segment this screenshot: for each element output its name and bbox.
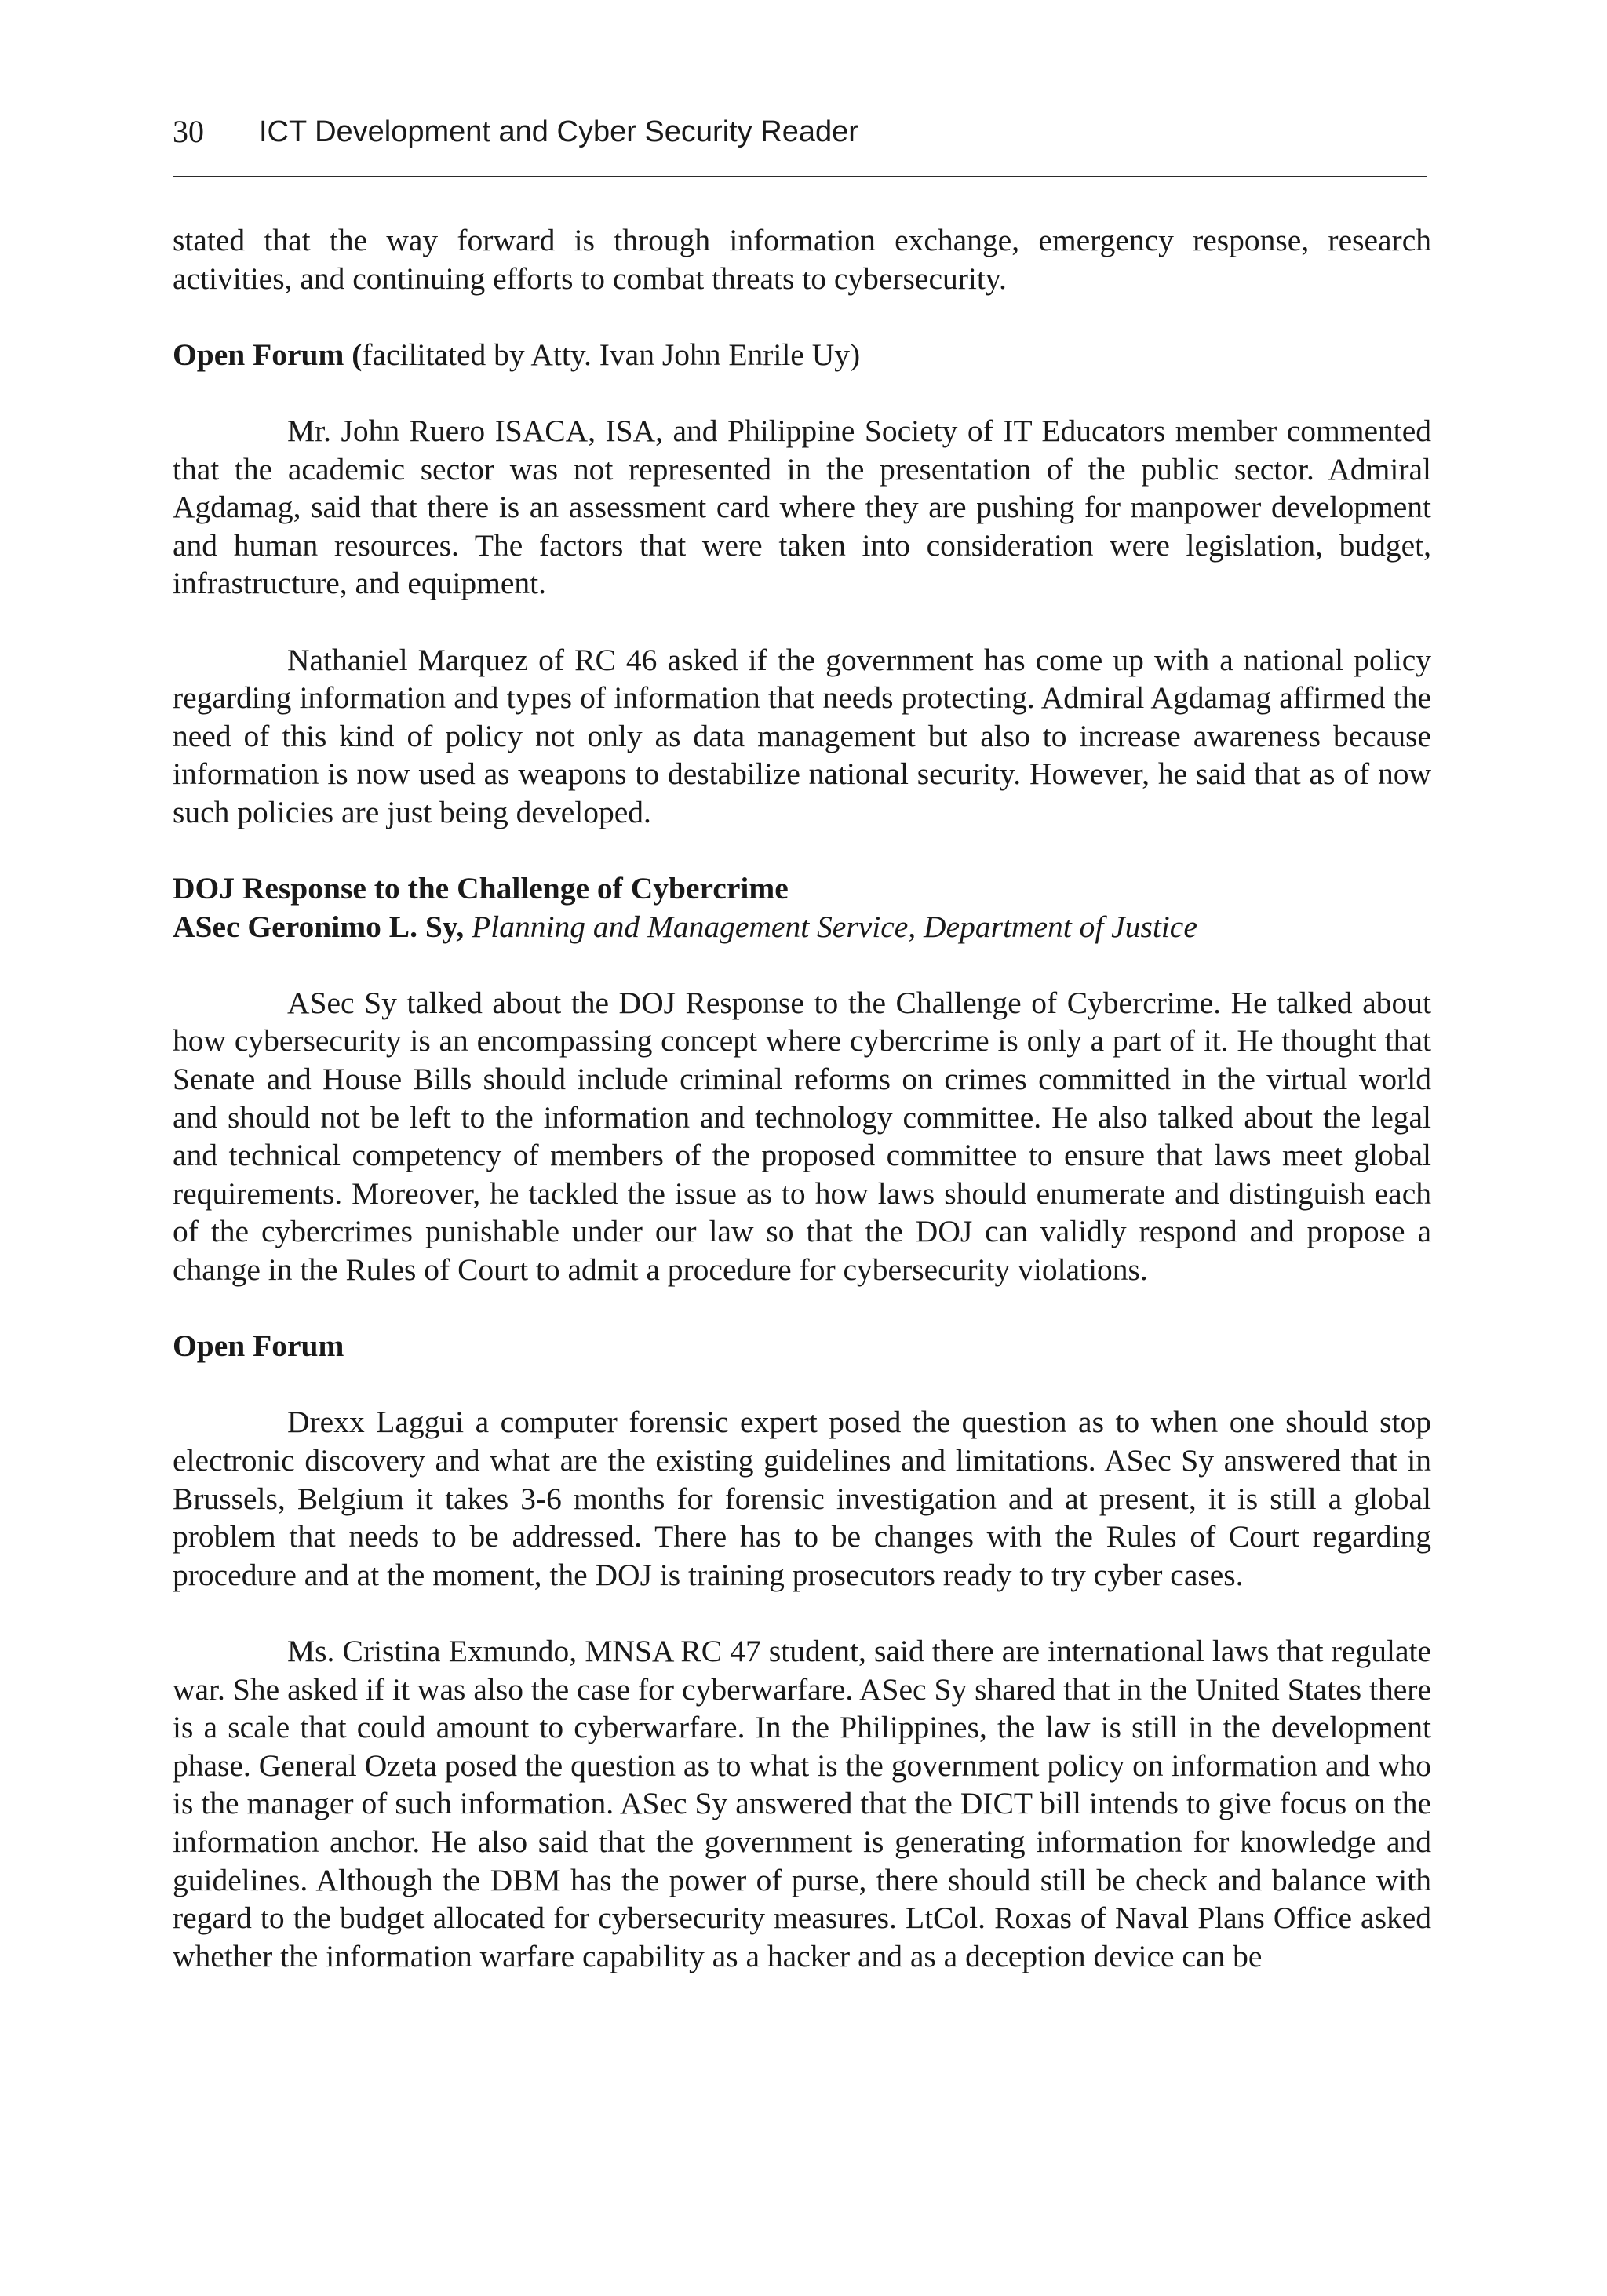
- page-body: [173, 221, 1431, 2014]
- open-forum-2-heading: [173, 1327, 1431, 1365]
- running-title: ICT Development and Cyber Security Reader: [259, 115, 858, 148]
- paragraph-laggui: Drexx Laggui a computer forensic expert posed the question as to when one should stop electronic discovery and what are the existing guidelines and limitations. ASec Sy answered that in Brussels, Belgium it takes 3-6 months for forensic investigation and at present, it is still a global problem that needs to be addressed. There has to be changes with the Rules of Court regarding procedure and at the moment, the DOJ is training prosecutors ready to try cyber cases.: [173, 1405, 1431, 1592]
- page-number: 30: [173, 114, 204, 149]
- page-header: [173, 110, 1427, 177]
- paragraph-exmundo: Ms. Cristina Exmundo, MNSA RC 47 student, said there are international laws that regulate war. She asked if it was also the case for cyberwarfare. ASec Sy shared that in the United States there is a scale that could amount to cyberwarfare. In the Philippines, the law is still in the development phase. General Ozeta posed the question as to what is the government policy on information and who is the manager of such information. ASec Sy answered that the DICT bill intends to give focus on the information anchor. He also said that the government is generating information for knowledge and guidelines. Although the DBM has the power of purse, there should still be check and balance with regard to the budget allocated for cybersecurity measures. LtCol. Roxas of Naval Plans Office asked whether the information warfare capability as a hacker and as a deception device can be: [173, 1633, 1431, 1973]
- doj-speaker-name: ASec Geronimo L. Sy,: [173, 909, 465, 944]
- paragraph-asec-sy-talk: ASec Sy talked about the DOJ Response to the Challenge of Cybercrime. He talked about how cybersecurity is an encompassing concept where cybercrime is only a part of it. He thought that Senate and House Bills should include criminal reforms on crimes committed in the virtual world and should not be left to the information and technology committee. He also talked about the legal and technical competency of members of the proposed committee to ensure that laws meet global requirements. Moreover, he tackled the issue as to how laws should enumerate and distinguish each of the cybercrimes punishable under our law so that the DOJ can validly respond and propose a change in the Rules of Court to admit a procedure for cybersecurity violations.: [173, 985, 1431, 1288]
- paragraph-continuation: stated that the way forward is through information exchange, emergency response, research activities, and continuing efforts to combat threats to cybersecurity.: [173, 223, 1431, 296]
- paragraph-marquez: Nathaniel Marquez of RC 46 asked if the government has come up with a national policy regarding information and types of information that needs protecting. Admiral Agdamag affirmed the need of this kind of policy not only as data management but also to increase awareness because information is now used as weapons to destabilize national security. However, he said that as of now such policies are just being developed.: [173, 642, 1431, 829]
- open-forum-label: Open Forum (: [173, 337, 363, 372]
- doj-section-heading: [173, 869, 1431, 946]
- open-forum-facilitator: facilitated by Atty. Ivan John Enrile Uy): [362, 337, 861, 372]
- doj-section-title: DOJ Response to the Challenge of Cybercrime: [173, 871, 789, 906]
- doj-speaker-affiliation: Planning and Management Service, Department of Justice: [472, 909, 1197, 944]
- open-forum-heading: [173, 336, 1431, 374]
- paragraph-ruero: Mr. John Ruero ISACA, ISA, and Philippine Society of IT Educators member commented that the academic sector was not represented in the presentation of the public sector. Admiral Agdamag, said that there is an assessment card where they are pushing for manpower development and human resources. The factors that were taken into consideration were legislation, budget, infrastructure, and equipment.: [173, 413, 1431, 601]
- open-forum-2-label: Open Forum: [173, 1328, 344, 1364]
